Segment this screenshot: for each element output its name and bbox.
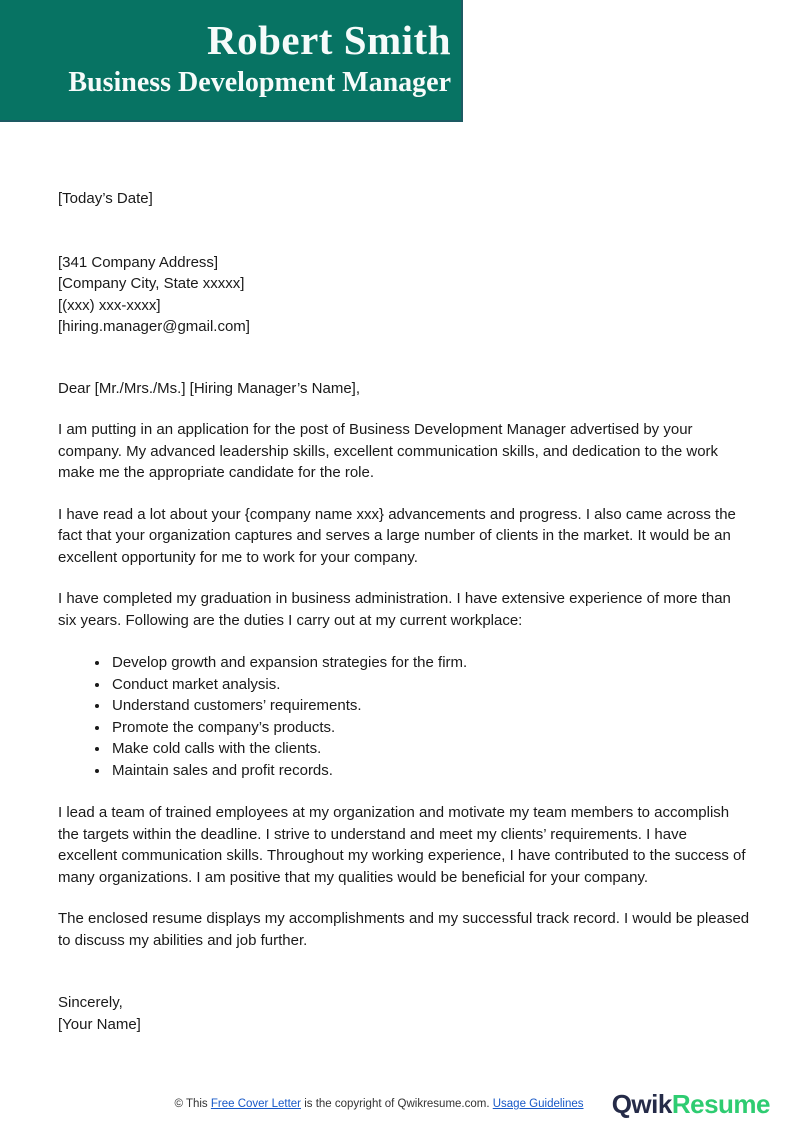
copyright-middle: is the copyright of Qwikresume.com. — [301, 1098, 493, 1110]
company-address-block — [58, 252, 750, 338]
header-banner — [0, 0, 463, 122]
duty-item: • Promote the company’s products. — [110, 717, 750, 739]
candidate-name: Robert Smith — [206, 17, 451, 64]
usage-guidelines-link[interactable]: Usage Guidelines — [492, 1098, 584, 1110]
copyright-prefix: © This — [174, 1098, 211, 1110]
paragraph-resume-enclosed: The enclosed resume displays my accomplishments and my successful track record. I would be pleased to discuss my abilities and job further. — [58, 910, 750, 949]
signature-placeholder: [Your Name] — [58, 1015, 141, 1033]
salutation: Dear [Mr./Mrs./Ms.] [Hiring Manager’s Name], — [58, 379, 361, 397]
signoff: Sincerely, — [58, 994, 123, 1011]
address-line: [Company City, State xxxxx] — [58, 275, 245, 292]
duty-item: • Maintain sales and profit records. — [110, 760, 750, 782]
address-line: [hiring.manager@gmail.com] — [58, 318, 250, 335]
qwikresume-logo[interactable] — [612, 1083, 770, 1125]
paragraph-intro: I am putting in an application for the post of Business Development Manager advertised by your company. My advanced leadership skills, excellent communication skills, and dedication to the work make me the appropriate candidate for the role. — [58, 421, 719, 481]
letter-body — [58, 122, 750, 1035]
logo-text-resume: Resume — [671, 1089, 770, 1119]
duty-item: • Develop growth and expansion strategies for the firm. — [110, 652, 750, 674]
duty-item: • Make cold calls with the clients. — [110, 738, 750, 760]
signoff-block — [58, 992, 750, 1035]
logo-text-qwik: Qwik — [611, 1089, 672, 1119]
paragraph-company-research: I have read a lot about your {company name xxx} advancements and progress. I also came across the fact that your organization captures and serves a large number of clients in the market. It would be an excellent opportunity for me to work for your company. — [58, 505, 736, 566]
duty-item: • Understand customers’ requirements. — [110, 695, 750, 717]
candidate-job-title: Business Development Manager — [68, 67, 451, 99]
duties-list — [58, 652, 750, 781]
paragraph-leadership: I lead a team of trained employees at my organization and motivate my team members to accomplish the targets within the deadline. I strive to understand and meet my clients’ requirements. I have excellent communication skills. Throughout my working experience, I have contributed to the success of many organizations. I am positive that my qualities would be beneficial for your company. — [58, 804, 746, 886]
free-cover-letter-link[interactable]: Free Cover Letter — [210, 1098, 301, 1110]
address-line: [(xxx) xxx-xxxx] — [58, 296, 161, 314]
date-placeholder: [Today’s Date] — [58, 190, 153, 207]
address-line: [341 Company Address] — [58, 253, 219, 271]
footer — [0, 1083, 800, 1125]
duty-item: • Conduct market analysis. — [110, 674, 750, 696]
paragraph-experience: I have completed my graduation in business administration. I have extensive experience of more than six years. Following are the duties I carry out at my current workplace: — [58, 590, 731, 629]
